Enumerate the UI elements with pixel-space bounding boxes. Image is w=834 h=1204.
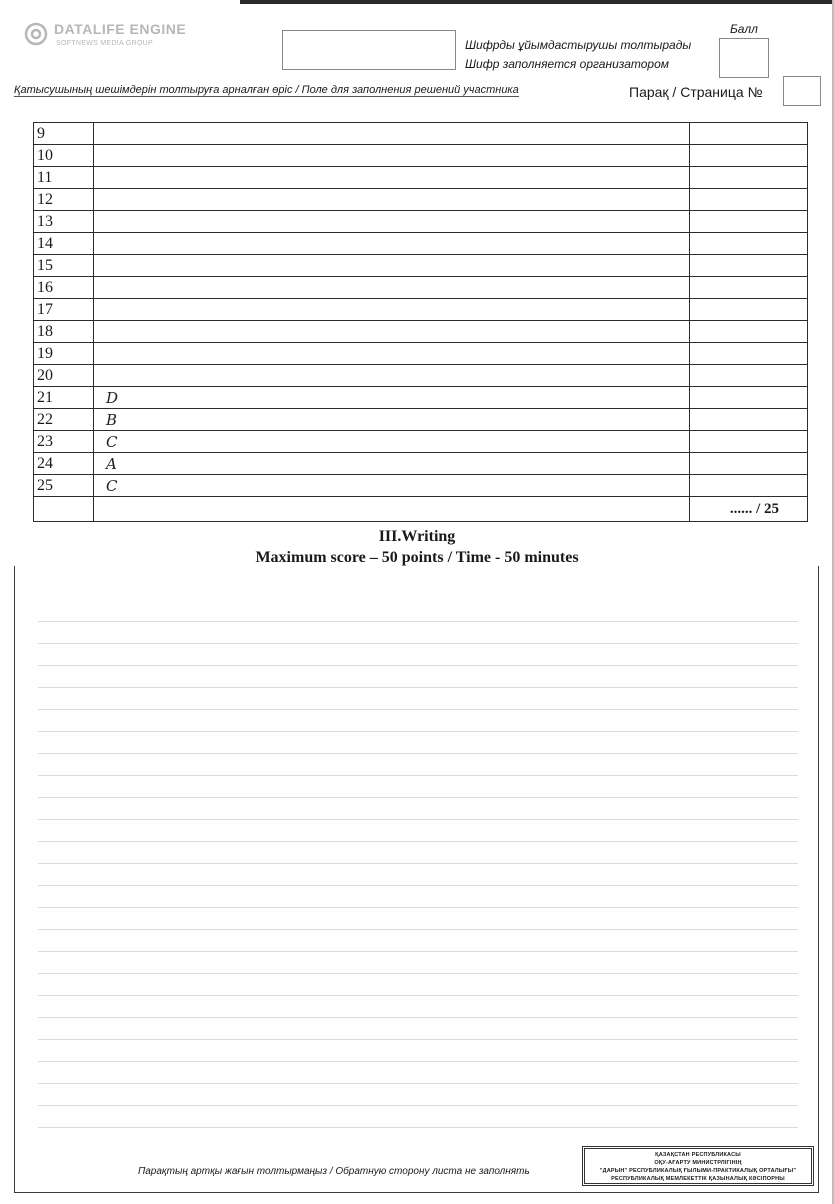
score-cell[interactable] [690, 145, 808, 167]
answer-table [33, 122, 808, 522]
score-cell[interactable] [690, 233, 808, 255]
question-number: 14 [34, 233, 94, 255]
answer-row [34, 431, 808, 453]
answer-row [34, 123, 808, 145]
answer-field[interactable] [94, 255, 690, 277]
watermark-title: DATALIFE ENGINE [54, 21, 187, 37]
answer-field[interactable] [94, 123, 690, 145]
cipher-instruction-kz: Шифрды ұйымдастырушы толтырады [465, 38, 692, 52]
answer-row [34, 343, 808, 365]
question-number: 20 [34, 365, 94, 387]
answer-row [34, 167, 808, 189]
answer-row [34, 453, 808, 475]
cipher-box[interactable] [282, 30, 456, 70]
answer-field[interactable]: A [94, 453, 690, 475]
organization-stamp [582, 1146, 814, 1186]
answer-row [34, 277, 808, 299]
question-number: 16 [34, 277, 94, 299]
answer-field[interactable] [94, 233, 690, 255]
answer-field[interactable] [94, 321, 690, 343]
score-cell[interactable] [690, 299, 808, 321]
answer-field[interactable]: B [94, 409, 690, 431]
score-cell[interactable] [690, 475, 808, 497]
question-number: 12 [34, 189, 94, 211]
top-edge-strip [240, 0, 834, 4]
section-subtitle: Maximum score – 50 points / Time - 50 minutes [255, 549, 579, 566]
question-number: 25 [34, 475, 94, 497]
answer-table-body [34, 123, 808, 522]
cipher-instruction-ru: Шифр заполняется организатором [465, 57, 669, 71]
score-cell[interactable] [690, 343, 808, 365]
score-cell[interactable] [690, 387, 808, 409]
page-number-label: Парақ / Страница № [629, 84, 763, 100]
total-blank-cell [94, 497, 690, 522]
answer-row [34, 321, 808, 343]
answer-row [34, 365, 808, 387]
answer-field[interactable]: D [94, 387, 690, 409]
question-number: 18 [34, 321, 94, 343]
answer-row [34, 299, 808, 321]
answer-row [34, 211, 808, 233]
answer-row [34, 255, 808, 277]
score-cell[interactable] [690, 453, 808, 475]
answer-row [34, 233, 808, 255]
answer-field[interactable] [94, 299, 690, 321]
score-cell[interactable] [690, 321, 808, 343]
total-row [34, 497, 808, 522]
question-number: 13 [34, 211, 94, 233]
score-cell[interactable] [690, 277, 808, 299]
score-box[interactable] [719, 38, 769, 78]
score-label: Балл [730, 22, 758, 36]
total-score[interactable]: ...... / 25 [690, 497, 808, 522]
stamp-line: "ДАРЫН" РЕСПУБЛИКАЛЫҚ ҒЫЛЫМИ-ПРАКТИКАЛЫҚ ОРТАЛЫҒЫ" [599, 1168, 797, 1174]
answer-field[interactable] [94, 211, 690, 233]
watermark-subtitle: SOFTNEWS MEDIA GROUP [56, 40, 154, 47]
question-number: 19 [34, 343, 94, 365]
stamp-line: ҚАЗАҚСТАН РЕСПУБЛИКАСЫ [655, 1152, 741, 1158]
answer-field[interactable] [94, 167, 690, 189]
total-blank-cell [34, 497, 94, 522]
question-number: 17 [34, 299, 94, 321]
answer-row [34, 189, 808, 211]
question-number: 24 [34, 453, 94, 475]
score-cell[interactable] [690, 431, 808, 453]
stamp-line: ОҚУ-АҒАРТУ МИНИСТРЛІГІНІҢ [654, 1160, 742, 1166]
answer-field[interactable]: C [94, 431, 690, 453]
question-number: 15 [34, 255, 94, 277]
score-cell[interactable] [690, 255, 808, 277]
answer-field[interactable] [94, 145, 690, 167]
question-number: 21 [34, 387, 94, 409]
answer-row [34, 145, 808, 167]
answer-field[interactable] [94, 343, 690, 365]
footer-note: Парақтың артқы жағын толтырмаңыз / Обратную сторону листа не заполнять [138, 1166, 530, 1177]
answer-row [34, 387, 808, 409]
question-number: 11 [34, 167, 94, 189]
page-number-box[interactable] [783, 76, 821, 106]
score-cell[interactable] [690, 123, 808, 145]
answer-field[interactable] [94, 365, 690, 387]
question-number: 23 [34, 431, 94, 453]
score-cell[interactable] [690, 167, 808, 189]
solution-field-caption: Қатысушының шешімдерін толтыруға арналған өріс / Поле для заполнения решений участника [14, 84, 519, 96]
section-title: III.Writing [378, 528, 456, 545]
stamp-line: РЕСПУБЛИКАЛЫҚ МЕМЛЕКЕТТІК ҚАЗЫНАЛЫҚ КӘСІПОРНЫ [611, 1176, 785, 1182]
score-cell[interactable] [690, 211, 808, 233]
answer-field[interactable]: C [94, 475, 690, 497]
answer-field[interactable] [94, 277, 690, 299]
question-number: 22 [34, 409, 94, 431]
score-cell[interactable] [690, 409, 808, 431]
watermark-logo-icon [24, 22, 48, 46]
answer-row [34, 409, 808, 431]
score-cell[interactable] [690, 189, 808, 211]
question-number: 9 [34, 123, 94, 145]
score-cell[interactable] [690, 365, 808, 387]
question-number: 10 [34, 145, 94, 167]
answer-row [34, 475, 808, 497]
writing-guide-lines [38, 600, 798, 1140]
answer-field[interactable] [94, 189, 690, 211]
